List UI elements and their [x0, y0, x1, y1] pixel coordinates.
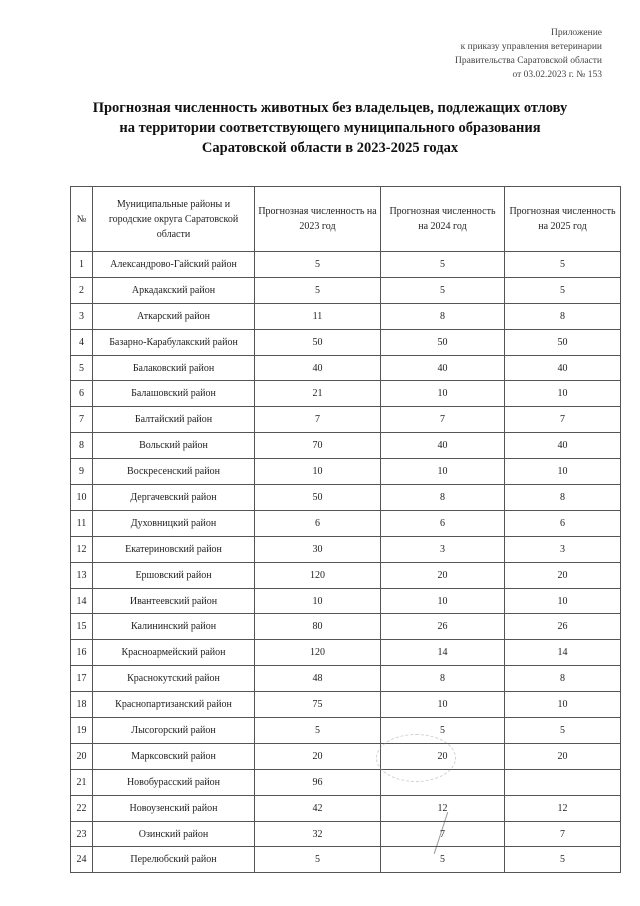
district-name: Красноармейский район	[93, 640, 255, 666]
district-name: Калининский район	[93, 614, 255, 640]
header-line: к приказу управления ветеринарии	[460, 42, 602, 52]
district-name: Александрово-Гайский район	[93, 252, 255, 278]
district-name: Екатериновский район	[93, 536, 255, 562]
table-row	[71, 847, 621, 873]
title-line: Саратовской области в 2023-2025 годах	[201, 140, 459, 156]
district-name: Перелюбский район	[93, 847, 255, 873]
forecast-2024: 20	[381, 562, 505, 588]
district-name: Ершовский район	[93, 562, 255, 588]
table-row	[71, 459, 621, 485]
row-number: 3	[71, 303, 93, 329]
district-name: Аткарский район	[93, 303, 255, 329]
row-number: 2	[71, 277, 93, 303]
table-row	[71, 821, 621, 847]
title-line: Прогнозная численность животных без владельцев, подлежащих отлову	[92, 100, 568, 116]
forecast-2025: 6	[505, 510, 621, 536]
row-number: 18	[71, 692, 93, 718]
forecast-2023: 120	[255, 640, 381, 666]
table-row	[71, 666, 621, 692]
forecast-2025: 40	[505, 355, 621, 381]
header-num: №	[71, 187, 93, 252]
table-row	[71, 407, 621, 433]
forecast-2023: 30	[255, 536, 381, 562]
table-row	[71, 588, 621, 614]
forecast-2023: 120	[255, 562, 381, 588]
table-row	[71, 795, 621, 821]
forecast-2024: 7	[381, 407, 505, 433]
forecast-2025: 26	[505, 614, 621, 640]
forecast-2023: 50	[255, 485, 381, 511]
row-number: 4	[71, 329, 93, 355]
forecast-2024: 5	[381, 252, 505, 278]
forecast-2025: 10	[505, 588, 621, 614]
district-name: Балашовский район	[93, 381, 255, 407]
forecast-2023: 10	[255, 459, 381, 485]
forecast-2025: 20	[505, 743, 621, 769]
district-name: Воскресенский район	[93, 459, 255, 485]
table-row	[71, 329, 621, 355]
forecast-2024: 14	[381, 640, 505, 666]
forecast-2023: 7	[255, 407, 381, 433]
forecast-2025: 7	[505, 821, 621, 847]
header-2025: Прогнозная численность на 2025 год	[505, 187, 621, 252]
forecast-2023: 21	[255, 381, 381, 407]
forecast-2023: 50	[255, 329, 381, 355]
forecast-table-wrapper	[70, 186, 621, 873]
header-district: Муниципальные районы и городские округа Саратовской области	[93, 187, 255, 252]
row-number: 1	[71, 252, 93, 278]
row-number: 20	[71, 743, 93, 769]
district-name: Дергачевский район	[93, 485, 255, 511]
forecast-2024: 5	[381, 277, 505, 303]
header-2023: Прогнозная численность на 2023 год	[255, 187, 381, 252]
table-row	[71, 277, 621, 303]
district-name: Новобурасский район	[93, 769, 255, 795]
forecast-2023: 5	[255, 277, 381, 303]
forecast-2025: 5	[505, 252, 621, 278]
forecast-2024: 6	[381, 510, 505, 536]
row-number: 6	[71, 381, 93, 407]
forecast-2024: 5	[381, 718, 505, 744]
forecast-2023: 5	[255, 252, 381, 278]
forecast-2025: 8	[505, 485, 621, 511]
forecast-2025: 12	[505, 795, 621, 821]
row-number: 24	[71, 847, 93, 873]
table-row	[71, 769, 621, 795]
forecast-2023: 10	[255, 588, 381, 614]
forecast-2025: 40	[505, 433, 621, 459]
forecast-2025: 50	[505, 329, 621, 355]
forecast-2023: 48	[255, 666, 381, 692]
row-number: 16	[71, 640, 93, 666]
seal-stamp	[376, 734, 456, 782]
forecast-2025: 3	[505, 536, 621, 562]
title-line: на территории соответствующего муниципального образования	[119, 120, 541, 136]
table-row	[71, 743, 621, 769]
forecast-2025	[505, 769, 621, 795]
forecast-2023: 42	[255, 795, 381, 821]
forecast-2025: 8	[505, 303, 621, 329]
forecast-table	[70, 186, 621, 873]
header-line: от 03.02.2023 г. № 153	[512, 70, 602, 80]
header-line: Приложение	[551, 28, 602, 38]
table-row	[71, 252, 621, 278]
district-name: Лысогорский район	[93, 718, 255, 744]
district-name: Духовницкий район	[93, 510, 255, 536]
row-number: 11	[71, 510, 93, 536]
row-number: 5	[71, 355, 93, 381]
row-number: 23	[71, 821, 93, 847]
forecast-2024: 50	[381, 329, 505, 355]
forecast-2025: 5	[505, 847, 621, 873]
forecast-2023: 5	[255, 718, 381, 744]
forecast-2024: 3	[381, 536, 505, 562]
row-number: 14	[71, 588, 93, 614]
district-name: Краснопартизанский район	[93, 692, 255, 718]
table-row	[71, 381, 621, 407]
district-name: Марксовский район	[93, 743, 255, 769]
district-name: Краснокутский район	[93, 666, 255, 692]
forecast-2023: 80	[255, 614, 381, 640]
row-number: 19	[71, 718, 93, 744]
table-row	[71, 536, 621, 562]
row-number: 9	[71, 459, 93, 485]
forecast-2023: 11	[255, 303, 381, 329]
table-row	[71, 510, 621, 536]
row-number: 7	[71, 407, 93, 433]
row-number: 13	[71, 562, 93, 588]
forecast-2025: 14	[505, 640, 621, 666]
forecast-2025: 5	[505, 718, 621, 744]
table-row	[71, 303, 621, 329]
district-name: Балтайский район	[93, 407, 255, 433]
forecast-2023: 20	[255, 743, 381, 769]
forecast-2024: 10	[381, 459, 505, 485]
forecast-2023: 5	[255, 847, 381, 873]
forecast-2024: 8	[381, 485, 505, 511]
forecast-2025: 5	[505, 277, 621, 303]
table-row	[71, 485, 621, 511]
forecast-2024: 10	[381, 692, 505, 718]
table-row	[71, 718, 621, 744]
row-number: 15	[71, 614, 93, 640]
forecast-2025: 10	[505, 692, 621, 718]
row-number: 12	[71, 536, 93, 562]
district-name: Ивантеевский район	[93, 588, 255, 614]
forecast-2024: 40	[381, 433, 505, 459]
forecast-2024: 8	[381, 666, 505, 692]
row-number: 10	[71, 485, 93, 511]
district-name: Аркадакский район	[93, 277, 255, 303]
forecast-2024: 5	[381, 847, 505, 873]
table-row	[71, 433, 621, 459]
forecast-2023: 70	[255, 433, 381, 459]
forecast-2024: 26	[381, 614, 505, 640]
district-name: Вольский район	[93, 433, 255, 459]
district-name: Новоузенский район	[93, 795, 255, 821]
forecast-2023: 40	[255, 355, 381, 381]
forecast-2024: 10	[381, 588, 505, 614]
row-number: 17	[71, 666, 93, 692]
forecast-2025: 20	[505, 562, 621, 588]
forecast-2024: 7	[381, 821, 505, 847]
forecast-2024: 40	[381, 355, 505, 381]
forecast-2023: 32	[255, 821, 381, 847]
forecast-2024: 8	[381, 303, 505, 329]
table-row	[71, 640, 621, 666]
forecast-2024: 12	[381, 795, 505, 821]
forecast-2025: 8	[505, 666, 621, 692]
forecast-2025: 10	[505, 381, 621, 407]
document-header	[362, 26, 602, 82]
table-header-row	[71, 187, 621, 252]
table-row	[71, 562, 621, 588]
forecast-2023: 6	[255, 510, 381, 536]
document-title	[60, 98, 600, 158]
forecast-2023: 96	[255, 769, 381, 795]
district-name: Балаковский район	[93, 355, 255, 381]
forecast-2024: 20	[381, 743, 505, 769]
forecast-2023: 75	[255, 692, 381, 718]
table-row	[71, 355, 621, 381]
table-row	[71, 614, 621, 640]
forecast-2025: 10	[505, 459, 621, 485]
header-2024: Прогнозная численность на 2024 год	[381, 187, 505, 252]
forecast-2025: 7	[505, 407, 621, 433]
row-number: 21	[71, 769, 93, 795]
table-row	[71, 692, 621, 718]
district-name: Озинский район	[93, 821, 255, 847]
header-line: Правительства Саратовской области	[455, 56, 602, 66]
row-number: 22	[71, 795, 93, 821]
forecast-2024: 10	[381, 381, 505, 407]
row-number: 8	[71, 433, 93, 459]
district-name: Базарно-Карабулакский район	[93, 329, 255, 355]
